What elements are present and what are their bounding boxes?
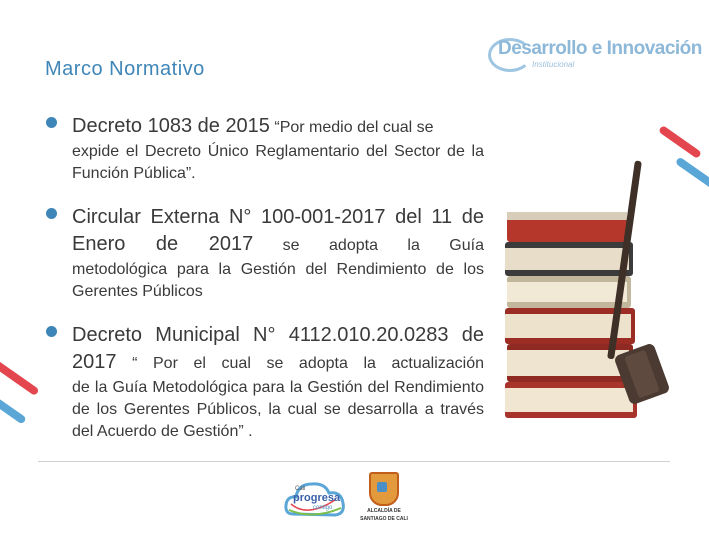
item-heading [72, 322, 484, 377]
cali-progresa-contigo-logo [283, 474, 349, 522]
bullet-icon [46, 326, 57, 337]
alcaldia-line2: SANTIAGO DE CALI [360, 516, 408, 522]
desarrollo-innovacion-logo [488, 34, 702, 74]
alcaldia-line1: ALCALDÍA DE [367, 508, 401, 514]
item-body-text: metodológica para la Gestión del Rendimiento de los Gerentes Públicos [72, 261, 484, 300]
footer-divider [38, 461, 670, 462]
cali-logo-top-text: Cali [295, 486, 306, 492]
item-heading [72, 204, 484, 259]
decorative-stripe-blue-left [0, 389, 27, 424]
item-heading-text: Decreto 1083 de 2015 [72, 115, 270, 137]
item-heading [72, 113, 484, 141]
logo-sub-text: Institucional [532, 60, 575, 69]
decorative-stripe-red-left [0, 360, 40, 396]
alcaldia-santiago-de-cali-logo [355, 472, 413, 528]
item-inline-text: “Por medio del cual se [269, 119, 434, 136]
item-heading-text: Decreto Municipal N° 4112.010.20.0283 de 2017 [72, 324, 484, 373]
item-body-text: de la Guía Metodológica para la Gestión del Rendimiento de los Gerentes Públicos, la cual se desarrolla a través del Acuerdo de Gestión” . [72, 379, 484, 440]
slide-title: Marco Normativo [45, 58, 205, 80]
item-inline-text: “ Por el cual se adopta la actualización [116, 355, 484, 372]
cali-logo-sub-text: contigo [313, 505, 333, 511]
item-inline-text: se adopta la Guía [253, 237, 484, 254]
books-gavel-image [505, 100, 709, 440]
item-heading-text: Circular Externa N° 100-001-2017 del 11 de Enero de 2017 [72, 206, 484, 255]
bullet-icon [46, 208, 57, 219]
item-body-text: expide el Decreto Único Reglamentario del Sector de la Función Pública”. [72, 143, 484, 182]
coat-of-arms-icon [369, 472, 399, 506]
logo-main-text: Desarrollo e Innovación [498, 38, 702, 59]
bullet-icon [46, 117, 57, 128]
cali-logo-main-text: progresa [293, 492, 341, 504]
